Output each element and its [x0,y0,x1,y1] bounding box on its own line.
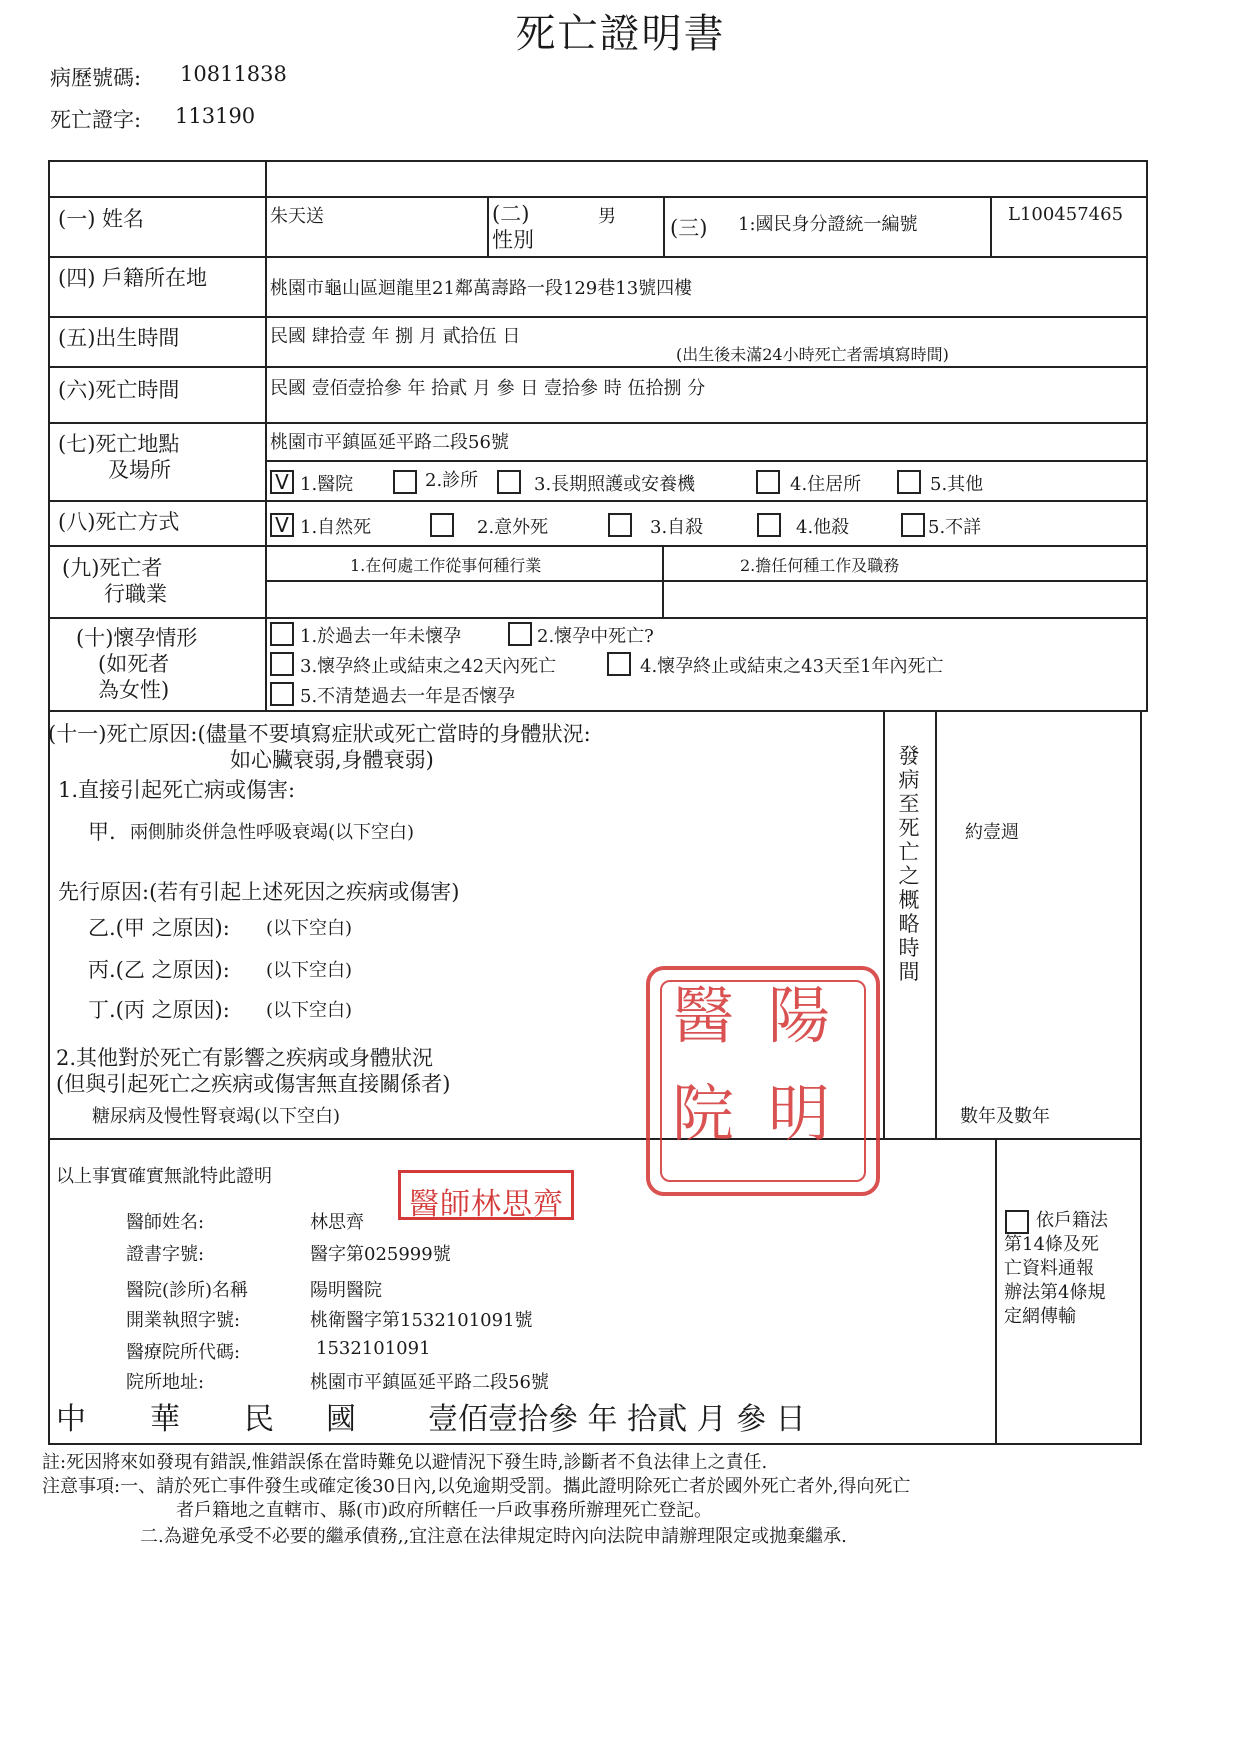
household-label: (四) 戶籍所在地 [58,266,208,290]
place-option-other: 5.其他 [930,474,984,495]
grid-line [48,1443,1141,1445]
footnote-disclaimer: 註:死因將來如發現有錯誤,惟錯誤係在當時難免以避情況下發生時,診斷者不負法律上之責任. [42,1452,768,1473]
manner-checkbox-unknown[interactable] [901,513,925,537]
grid-line [883,710,885,1138]
pregnancy-label: (十)懷孕情形 [76,626,198,650]
manner-checkbox-natural[interactable]: V [270,513,294,537]
permit-number-value: 桃衛醫字第1532101091號 [310,1310,533,1331]
license-number-label: 證書字號: [126,1244,205,1265]
record-number-value: 10811838 [180,62,287,86]
license-number-value: 醫字第025999號 [310,1244,451,1265]
birth-label: (五)出生時間 [58,326,180,350]
grid-line [487,196,489,256]
date-char-4: 國 [326,1402,356,1437]
death-cert-number-value: 113190 [175,104,256,128]
grid-line [48,617,1148,619]
hospital-name-label: 醫院(診所)名稱 [126,1280,249,1301]
other-conditions-label-sub: (但與引起死亡之疾病或傷害無直接關係者) [56,1072,451,1096]
sex-label: 性別 [492,228,534,252]
grid-line [265,160,267,710]
id-label-number: (三) [670,216,708,240]
pregnancy-option-2: 2.懷孕中死亡? [537,626,654,647]
pregnancy-option-5: 5.不清楚過去一年是否懷孕 [300,686,516,707]
pregnancy-checkbox-2[interactable] [508,622,532,646]
antecedent-label: 先行原因:(若有引起上述死因之疾病或傷害) [58,880,460,904]
facility-code-label: 醫療院所代碼: [126,1342,241,1363]
manner-option-homicide: 4.他殺 [796,517,850,538]
grid-line [265,460,1148,462]
id-label: 1:國民身分證統一編號 [738,214,918,235]
place-option-residence: 4.住居所 [790,474,862,495]
onset-interval-other: 數年及數年 [960,1106,1050,1127]
online-report-text-5: 定網傳輸 [1004,1306,1076,1327]
occupation-column-industry: 1.在何處工作從事何種行業 [350,556,542,575]
death-manner-label: (八)死亡方式 [58,510,180,534]
death-place-label: (七)死亡地點 [58,432,180,456]
place-option-hospital: 1.醫院 [300,474,354,495]
online-report-text-2: 第14條及死 [1004,1234,1099,1255]
grid-line [48,196,1148,198]
record-number-label: 病歷號碼: [50,66,142,90]
cause-jia-value: 兩側肺炎併急性呼吸衰竭(以下空白) [130,822,415,843]
date-char-3: 民 [244,1402,274,1437]
death-place-label-sub: 及場所 [108,458,171,482]
cause-bing-value: (以下空白) [266,960,353,981]
doctor-stamp: 醫師林思齊 [398,1170,574,1220]
grid-line [662,545,664,617]
grid-line [48,316,1148,318]
cause-header: (十一)死亡原因:(儘量不要填寫症狀或死亡當時的身體狀況: [48,722,591,746]
pregnancy-option-3: 3.懷孕終止或結束之42天內死亡 [300,656,557,677]
death-place-value: 桃園市平鎮區延平路二段56號 [270,432,509,453]
grid-line [990,196,992,256]
pregnancy-checkbox-1[interactable] [270,622,294,646]
direct-cause-label: 1.直接引起死亡病或傷害: [58,778,296,802]
grid-line [48,256,1148,258]
place-option-care: 3.長期照護或安養機 [534,474,696,495]
pregnancy-checkbox-4[interactable] [607,652,631,676]
occupation-label: (九)死亡者 [62,556,163,580]
grid-line [48,160,1148,162]
facility-address-label: 院所地址: [126,1372,205,1393]
footnote-notice-1: 注意事項:一、請於死亡事件發生或確定後30日內,以免逾期受罰。攜此證明除死亡者於國外死亡者外,得向死亡 [42,1476,911,1497]
grid-line [48,500,1148,502]
sex-value: 男 [598,206,616,227]
manner-option-suicide: 3.自殺 [650,517,704,538]
grid-line [663,196,665,256]
doctor-name-label: 醫師姓名: [126,1212,205,1233]
cause-jia-label: 甲. [88,820,116,844]
pregnancy-option-4: 4.懷孕終止或結束之43天至1年內死亡 [640,656,944,677]
place-checkbox-clinic[interactable] [393,470,417,494]
online-report-text-1: 依戶籍法 [1036,1210,1108,1231]
cause-yi-value: (以下空白) [266,918,353,939]
grid-line [265,580,1148,582]
manner-option-natural: 1.自然死 [300,517,372,538]
online-report-text-3: 亡資料通報 [1004,1258,1094,1279]
certification-statement: 以上事實確實無訛特此證明 [56,1166,272,1187]
manner-option-accident: 2.意外死 [477,517,549,538]
facility-code-value: 1532101091 [316,1338,431,1359]
pregnancy-checkbox-5[interactable] [270,682,294,706]
place-checkbox-other[interactable] [897,470,921,494]
other-conditions-label: 2.其他對於死亡有影響之疾病或身體狀況 [56,1046,434,1070]
hospital-name-value: 陽明醫院 [310,1280,382,1301]
name-value: 朱天送 [270,206,324,227]
manner-checkbox-homicide[interactable] [757,513,781,537]
pregnancy-checkbox-3[interactable] [270,652,294,676]
manner-option-unknown: 5.不詳 [928,517,982,538]
grid-line [935,710,937,1138]
date-char-1: 中 [56,1402,86,1437]
grid-line [48,1138,1141,1140]
place-checkbox-care[interactable] [497,470,521,494]
birth-value: 民國 肆拾壹 年 捌 月 貳拾伍 日 [270,326,521,347]
grid-line [48,422,1148,424]
death-time-label: (六)死亡時間 [58,378,180,402]
grid-line [1146,160,1148,710]
grid-line [48,366,1148,368]
grid-line [48,545,1148,547]
grid-line [995,1138,997,1443]
id-value: L100457465 [1008,204,1124,225]
name-label: (一) 姓名 [58,207,145,231]
place-option-clinic: 2.診所 [425,470,479,491]
certification-date: 壹佰壹拾參 年 拾貳 月 參 日 [428,1402,806,1437]
grid-line [1140,710,1142,1445]
onset-interval-label: 發病至死亡之概略時間 [898,744,920,984]
doctor-name-value: 林思齊 [310,1212,364,1233]
manner-checkbox-suicide[interactable] [608,513,632,537]
birth-note: (出生後未滿24小時死亡者需填寫時間) [676,345,949,364]
cause-ding-value: (以下空白) [266,1000,353,1021]
cause-yi-label: 乙.(甲 之原因): [88,916,230,940]
online-report-text-4: 辦法第4條規 [1004,1282,1106,1303]
onset-interval-direct: 約壹週 [965,822,1019,843]
date-char-2: 華 [150,1402,180,1437]
manner-checkbox-accident[interactable] [430,513,454,537]
death-cert-number-label: 死亡證字: [50,108,142,132]
household-value: 桃園市龜山區迴龍里21鄰萬壽路一段129巷13號四樓 [270,278,693,299]
cause-bing-label: 丙.(乙 之原因): [88,958,230,982]
place-checkbox-residence[interactable] [756,470,780,494]
document-title: 死亡證明書 [515,11,726,57]
pregnancy-option-1: 1.於過去一年未懷孕 [300,626,462,647]
facility-address-value: 桃園市平鎮區延平路二段56號 [310,1372,549,1393]
death-time-value: 民國 壹佰壹拾參 年 拾貳 月 參 日 壹拾參 時 伍拾捌 分 [270,378,706,399]
grid-line [48,160,50,1443]
pregnancy-label-sub-1: (如死者 [98,652,170,676]
other-conditions-value: 糖尿病及慢性腎衰竭(以下空白) [92,1106,341,1127]
cause-header-sub: 如心臟衰弱,身體衰弱) [230,748,434,772]
permit-number-label: 開業執照字號: [126,1310,241,1331]
pregnancy-label-sub-2: 為女性) [98,678,170,702]
occupation-label-sub: 行職業 [104,582,167,606]
footnote-notice-2: 二.為避免承受不必要的繼承債務,,宜注意在法律規定時內向法院申請辦理限定或拋棄繼承. [140,1526,847,1547]
hospital-seal: 陽 明 醫 院 [646,966,880,1196]
sex-label-number: (二) [492,202,530,226]
footnote-notice-1-cont: 者戶籍地之直轄市、縣(市)政府所轄任一戶政事務所辦理死亡登記。 [176,1500,713,1521]
cause-ding-label: 丁.(丙 之原因): [88,998,230,1022]
place-checkbox-hospital[interactable]: V [270,470,294,494]
grid-line [48,710,1148,712]
occupation-column-job: 2.擔任何種工作及職務 [740,556,900,575]
